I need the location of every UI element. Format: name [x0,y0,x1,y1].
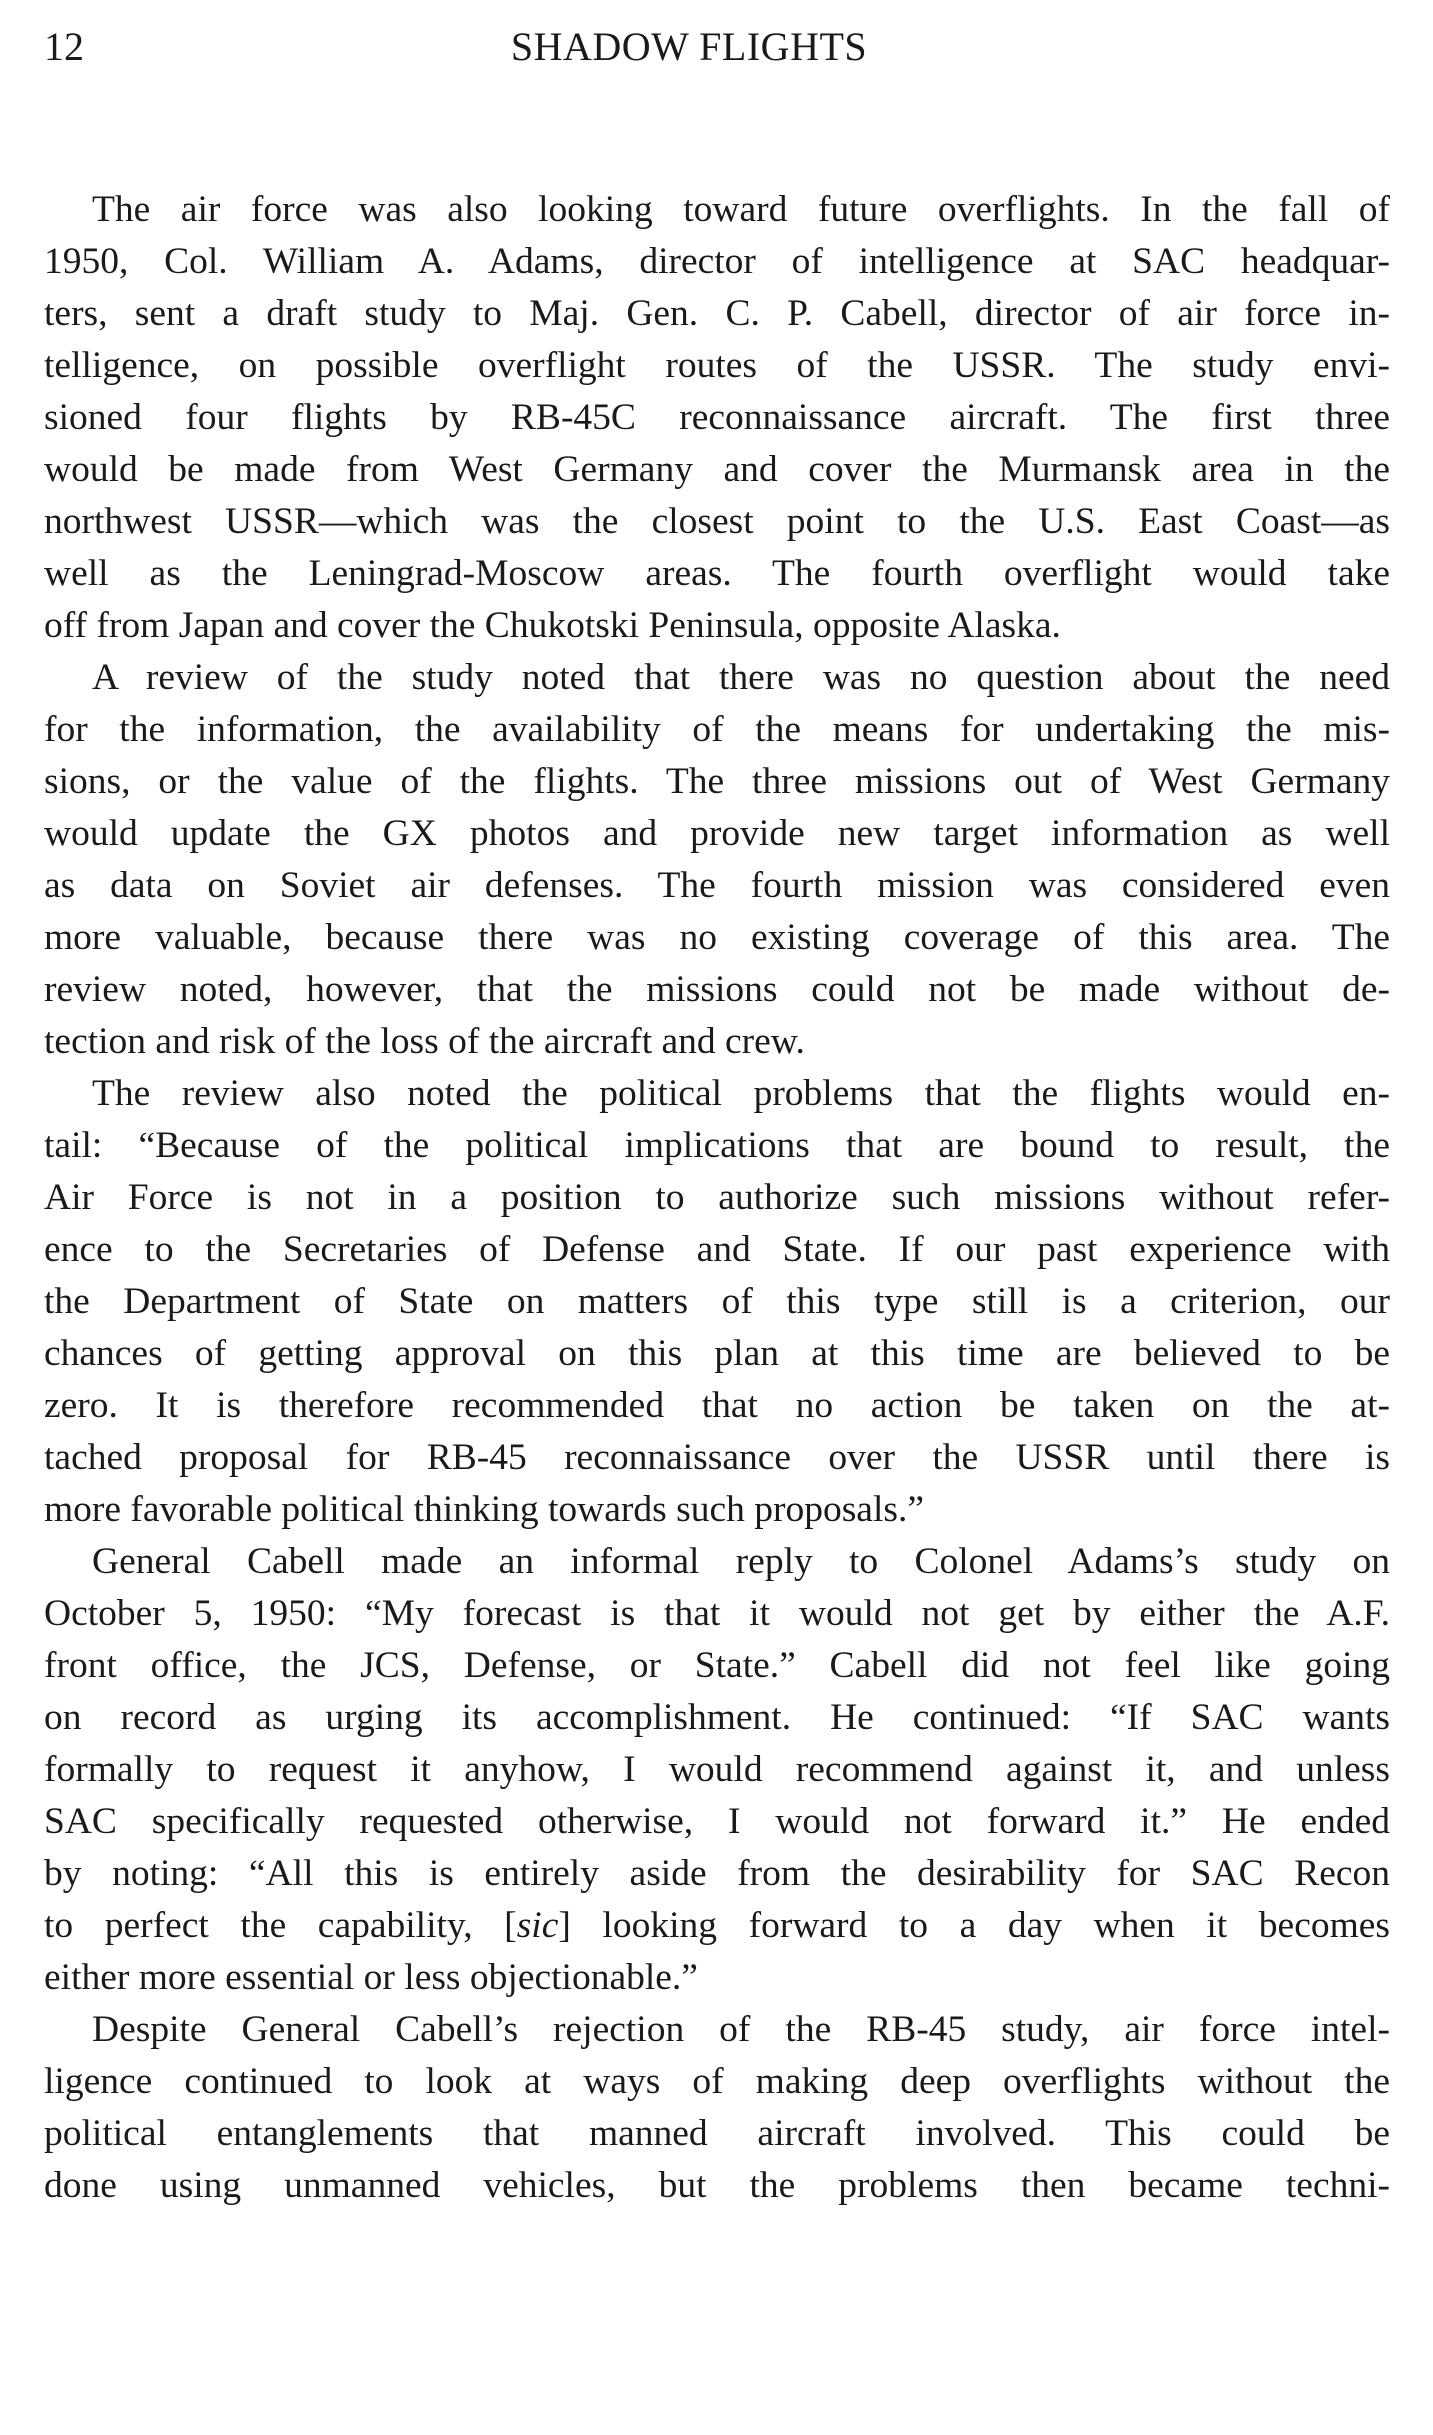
text-line: ters, sent a draft study to Maj. Gen. C. P. Cabell, director of air force in- [44,293,1390,334]
text-line: for the information, the availability of the means for undertaking the mis- [44,709,1390,750]
paragraph-5 [44,2004,1390,2212]
text-line: done using unmanned vehicles, but the problems then became techni- [44,2165,1390,2206]
text-line: 1950, Col. William A. Adams, director of intelligence at SAC headquar- [44,241,1390,282]
text-line: A review of the study noted that there was no question about the need [92,657,1390,698]
text-line: tail: “Because of the political implications that are bound to result, the [44,1125,1390,1166]
text-line: front office, the JCS, Defense, or State.” Cabell did not feel like going [44,1645,1390,1686]
sic-line-after: ] looking forward to a day when it becomes [558,1905,1390,1946]
paragraph-4 [44,1536,1390,2004]
text-line: off from Japan and cover the Chukotski Peninsula, opposite Alaska. [44,605,1061,646]
sic-line-before: to perfect the capability, [ [44,1905,517,1946]
text-line: tection and risk of the loss of the aircraft and crew. [44,1021,805,1062]
text-line: more valuable, because there was no existing coverage of this area. The [44,917,1390,958]
text-line: either more essential or less objectionable.” [44,1957,698,1998]
text-line: October 5, 1950: “My forecast is that it would not get by either the A.F. [44,1593,1390,1634]
paragraph-1 [44,184,1390,652]
text-line: sions, or the value of the flights. The three missions out of West Germany [44,761,1390,802]
paragraph-2 [44,652,1390,1068]
page-number: 12 [44,24,84,69]
text-line: sioned four flights by RB-45C reconnaissance aircraft. The first three [44,397,1390,438]
text-line: the Department of State on matters of this type still is a criterion, our [44,1281,1390,1322]
text-line-sic [44,1900,1390,1952]
text-line: northwest USSR—which was the closest point to the U.S. East Coast—as [44,501,1390,542]
body-text [44,184,1390,2212]
paragraph-3 [44,1068,1390,1536]
text-line: would be made from West Germany and cover the Murmansk area in the [44,449,1390,490]
text-line: telligence, on possible overflight routes of the USSR. The study envi- [44,345,1390,386]
text-line: chances of getting approval on this plan at this time are believed to be [44,1333,1390,1374]
text-line: as data on Soviet air defenses. The fourth mission was considered even [44,865,1390,906]
text-line: tached proposal for RB-45 reconnaissance over the USSR until there is [44,1437,1390,1478]
text-line: ligence continued to look at ways of making deep overflights without the [44,2061,1390,2102]
text-line: more favorable political thinking towards such proposals.” [44,1489,924,1530]
text-line: Air Force is not in a position to authorize such missions without refer- [44,1177,1390,1218]
text-line: SAC specifically requested otherwise, I would not forward it.” He ended [44,1801,1390,1842]
text-line: review noted, however, that the missions could not be made without de- [44,969,1390,1010]
text-line: by noting: “All this is entirely aside from the desirability for SAC Recon [44,1853,1390,1894]
text-line: ence to the Secretaries of Defense and State. If our past experience with [44,1229,1390,1270]
text-line: Despite General Cabell’s rejection of the RB-45 study, air force intel- [92,2009,1390,2050]
text-line: The review also noted the political problems that the flights would en- [92,1073,1390,1114]
text-line: well as the Leningrad-Moscow areas. The fourth overflight would take [44,553,1390,594]
text-line: The air force was also looking toward future overflights. In the fall of [92,189,1390,230]
text-line: General Cabell made an informal reply to Colonel Adams’s study on [92,1541,1390,1582]
text-line: formally to request it anyhow, I would recommend against it, and unless [44,1749,1390,1790]
running-title: SHADOW FLIGHTS [510,24,868,69]
text-line: would update the GX photos and provide new target information as well [44,813,1390,854]
sic-word: sic [516,1905,559,1946]
text-line: political entanglements that manned aircraft involved. This could be [44,2113,1390,2154]
running-head [44,22,1334,72]
text-line: zero. It is therefore recommended that no action be taken on the at- [44,1385,1390,1426]
text-line: on record as urging its accomplishment. He continued: “If SAC wants [44,1697,1390,1738]
